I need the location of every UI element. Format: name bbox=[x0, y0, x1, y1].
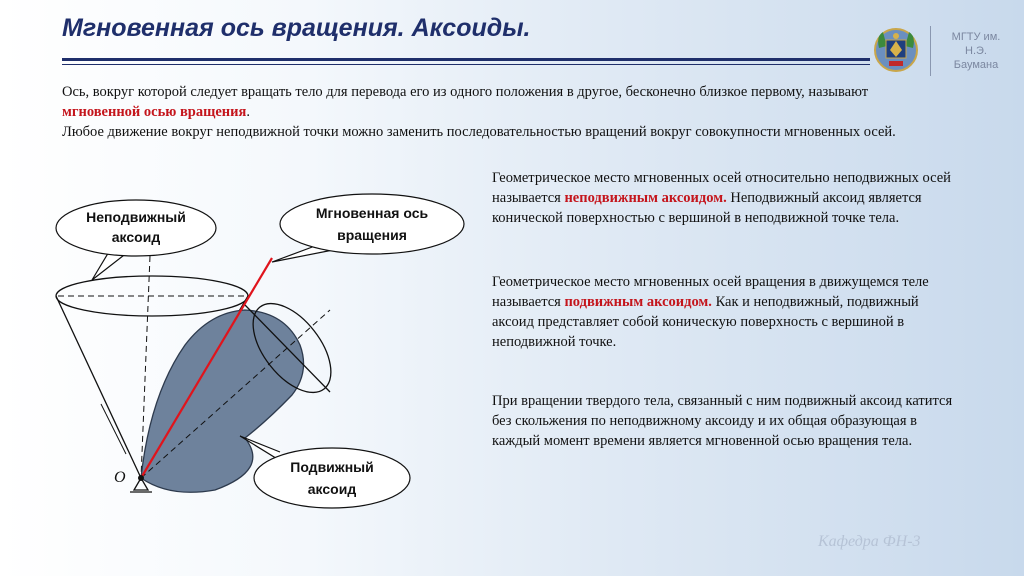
axoids-diagram bbox=[0, 0, 480, 576]
callout-axis-line1: Мгновенная ось bbox=[315, 205, 429, 221]
intro-highlight: мгновенной осью вращения bbox=[62, 104, 247, 120]
university-name-line3: Баумана bbox=[953, 59, 999, 71]
fixed-axoid-highlight: неподвижным аксоидом. bbox=[564, 190, 727, 206]
moving-axoid-paragraph bbox=[492, 272, 962, 352]
moving-axoid-highlight: подвижным аксоидом. bbox=[564, 294, 712, 310]
fixed-axoid-after: Неподвижный аксоид является конической поверхностью с вершиной в неподвижной точке тела. bbox=[492, 190, 922, 226]
fixed-axoid-before: Геометрическое место мгновенных осей относительно неподвижных осей называется bbox=[492, 170, 951, 206]
page-title: Мгновенная ось вращения. Аксоиды. bbox=[62, 14, 531, 42]
university-name bbox=[936, 30, 1016, 72]
point-o-label: O bbox=[114, 469, 126, 486]
callout-moving-line2: аксоид bbox=[307, 481, 357, 497]
intro-part1: Ось, вокруг которой следует вращать тело для перевода его из одного положения в другое, бесконечно близкое первому, называют bbox=[62, 84, 869, 100]
department-footer: Кафедра ФН-3 bbox=[818, 533, 921, 550]
callout-fixed-line1: Неподвижный bbox=[86, 209, 186, 225]
callout-moving-line1: Подвижный bbox=[290, 459, 374, 475]
university-name-line1: МГТУ им. bbox=[951, 31, 1001, 43]
fixed-axoid-hatching bbox=[101, 404, 126, 454]
logo-separator bbox=[930, 26, 931, 76]
rolling-paragraph: При вращении твердого тела, связанный с ним подвижный аксоид катится без скольжения по неподвижному аксоиду и их общая образующая в каждый момент времени является мгновенной осью вращения тела. bbox=[492, 393, 953, 449]
callout-axis-line2: вращения bbox=[337, 227, 407, 243]
callout-fixed-line2: аксоид bbox=[111, 229, 161, 245]
fixed-axoid-paragraph bbox=[492, 168, 962, 228]
callout-axis-bubble bbox=[280, 194, 464, 254]
intro-line2: Любое движение вокруг неподвижной точки можно заменить последовательностью вращений вокруг совокупности мгновенных осей. bbox=[62, 124, 896, 140]
intro-part2: . bbox=[246, 104, 250, 120]
callout-moving-bubble bbox=[254, 448, 410, 508]
moving-axoid-after: Как и неподвижный, подвижный аксоид представляет собой коническую поверхность с вершиной в неподвижной точке. bbox=[492, 294, 919, 350]
university-name-line2: Н.Э. bbox=[965, 45, 987, 57]
university-crest-icon bbox=[873, 26, 919, 74]
moving-axoid-before: Геометрическое место мгновенных осей вращения в движущемся теле называется bbox=[492, 274, 929, 310]
